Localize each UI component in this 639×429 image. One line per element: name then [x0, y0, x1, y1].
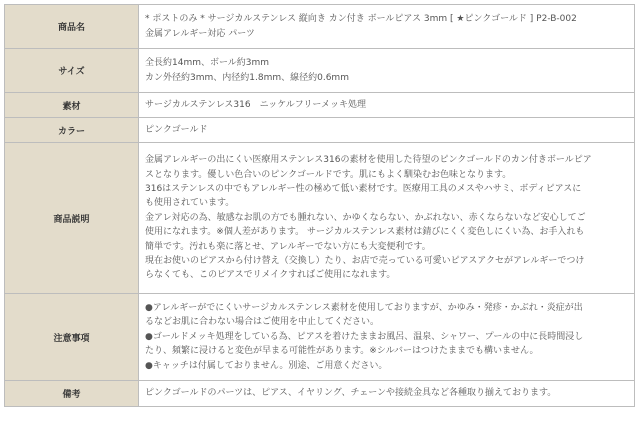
value-remarks	[139, 381, 635, 407]
product-info-table	[4, 4, 635, 407]
row-remarks	[5, 381, 635, 407]
header-product-name: 商品名	[5, 5, 139, 49]
text-line: ピンクゴールドのパーツは、ピアス、イヤリング、チェーンや接続金具など各種取り揃えております。	[145, 388, 557, 399]
text-line: 金属アレルギー対応 パーツ	[145, 28, 255, 39]
row-color	[5, 118, 635, 143]
text-line: ピンクゴールド	[145, 124, 208, 135]
text-line: サージカルステンレス316 ニッケルフリーメッキ処理	[145, 99, 366, 110]
product-info-table-wrapper	[4, 4, 635, 407]
text-line: ●キャッチは付属しておりません。別途、ご用意ください。	[145, 360, 388, 371]
text-line: 全長約14mm、ボール約3mm	[145, 58, 270, 69]
value-material	[139, 93, 635, 118]
row-size	[5, 49, 635, 93]
value-precautions	[139, 294, 635, 381]
text-line: たり、頻繁に浸けると変色が早まる可能性があります。※シルバーはつけたままでも構いません。	[145, 346, 539, 357]
text-line: るなどお肌に合わない場合はご使用を中止してください。	[145, 317, 380, 328]
text-line: ●ゴールドメッキ処理をしている為、ピアスを着けたままお風呂、温泉、シャワー、プールの中に長時間浸し	[145, 331, 584, 342]
text-line: らなくても、このピアスでリメイクすればご使用になれます。	[145, 270, 396, 281]
text-line: ●アレルギーがでにくいサージカルステンレス素材を使用しておりますが、かゆみ・発疹・かぶれ・炎症が出	[145, 302, 583, 313]
value-product-name	[139, 5, 635, 49]
row-material	[5, 93, 635, 118]
text-line: 簡単です。汚れも楽に落とせ、アレルギーでない方にも大変便利です。	[145, 241, 431, 252]
text-line: 金属アレルギーの出にくい医療用ステンレス316の素材を使用した待望のピンクゴールドのカン付きボールピア	[145, 155, 592, 166]
row-description	[5, 143, 635, 294]
header-description: 商品説明	[5, 143, 139, 294]
text-line: も使用されています。	[145, 198, 235, 209]
header-size: サイズ	[5, 49, 139, 93]
header-precautions: 注意事項	[5, 294, 139, 381]
header-material: 素材	[5, 93, 139, 118]
header-color: カラー	[5, 118, 139, 143]
text-line: * ポストのみ * サージカルステンレス 縦向き カン付き ボールピアス 3mm [ ★ピンクゴールド ] P2-B-002	[145, 14, 577, 25]
text-line: 現在お使いのピアスから付け替え（交換し）たり、お店で売っている可愛いピアスアクセがアレルギーでつけ	[145, 256, 585, 267]
text-line: 金アレ対応の為、敏感なお肌の方でも腫れない、かゆくならない、かぶれない、赤くならないなど安心してご	[145, 212, 586, 223]
value-color	[139, 118, 635, 143]
text-line: カン外径約3mm、内径約1.8mm、線径約0.6mm	[145, 72, 349, 83]
text-line: スとなります。優しい色合いのピンクゴールドです。肌にもよく馴染むお色味となります。	[145, 169, 512, 180]
header-remarks: 備考	[5, 381, 139, 407]
value-size	[139, 49, 635, 93]
text-line: 316はステンレスの中でもアレルギー性の極めて低い素材です。医療用工具のメスやハサミ、ボディピアスに	[145, 183, 582, 194]
row-precautions	[5, 294, 635, 381]
text-line: 使用になれます。※個人差があります。 サージカルステンレス素材は錆びにくく変色しにくい為、お手入れも	[145, 227, 585, 238]
row-product-name	[5, 5, 635, 49]
value-description	[139, 143, 635, 294]
